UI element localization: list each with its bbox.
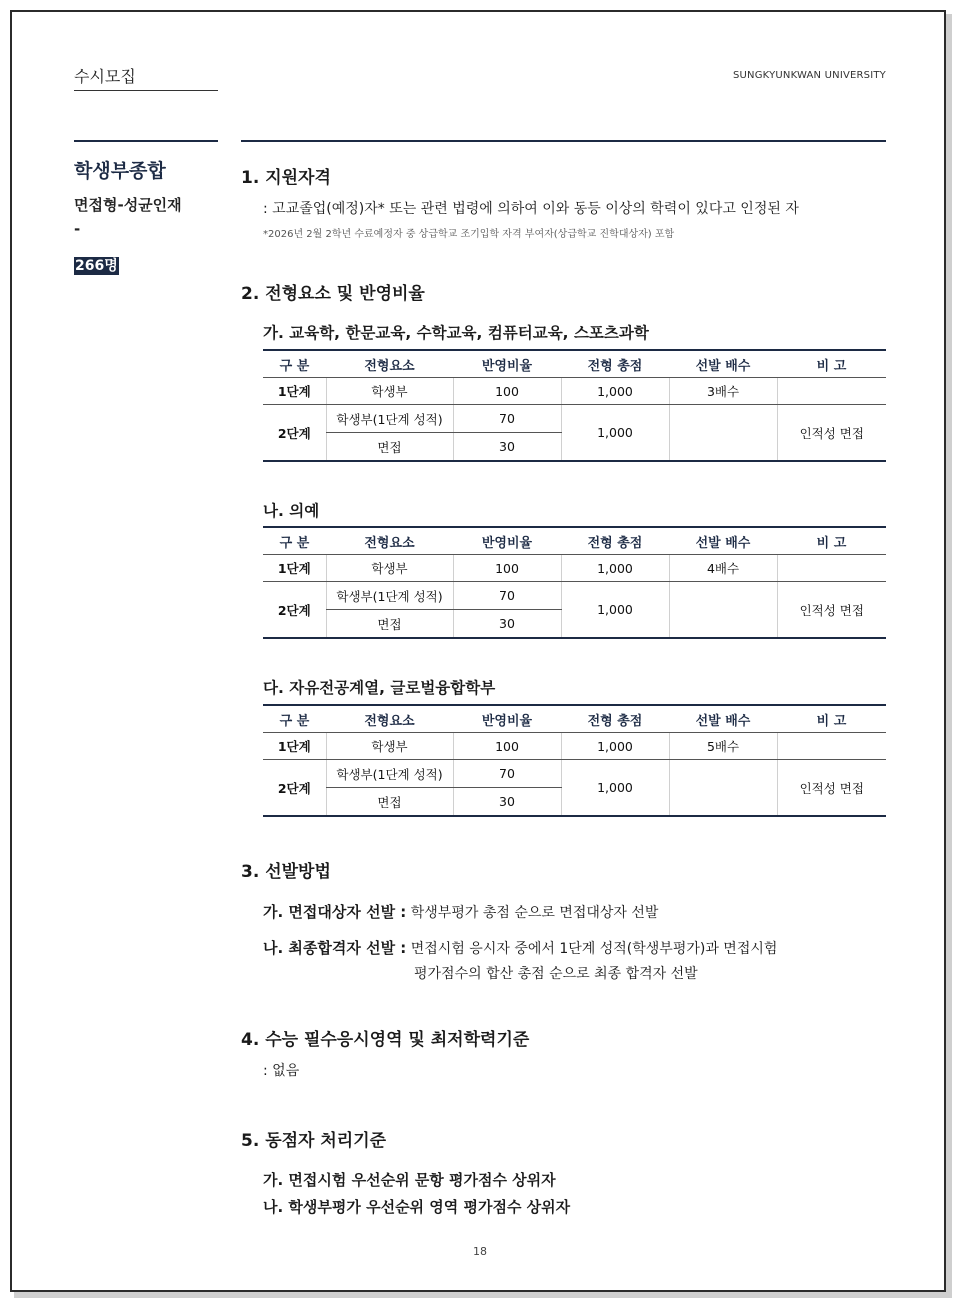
- header-cell: 선발 배수: [669, 705, 777, 733]
- note-cell: 인적성 면접: [777, 582, 886, 639]
- table-a-title: 가. 교육학, 한문교육, 수학교육, 컴퓨터교육, 스포츠과학: [263, 324, 649, 342]
- page-shadow-bottom: [14, 1292, 952, 1298]
- section-4-text: : 없음: [263, 1063, 300, 1079]
- table-b-title: 나. 의예: [263, 502, 320, 520]
- ratio-cell: 30: [453, 433, 561, 462]
- item-a-text: 학생부평가 총점 순으로 면접대상자 선발: [410, 905, 659, 921]
- table-row: [263, 555, 886, 582]
- stage-label: 1단계: [263, 733, 326, 760]
- table-b: [263, 526, 886, 639]
- multiple-cell: [669, 760, 777, 817]
- total-cell: 1,000: [561, 555, 669, 582]
- ratio-cell: 100: [453, 733, 561, 760]
- sidebar-dash: -: [74, 220, 81, 238]
- multiple-cell: 3배수: [669, 378, 777, 405]
- item-b-text-2: 평가점수의 합산 총점 순으로 최종 합격자 선발: [414, 966, 698, 982]
- total-cell: 1,000: [561, 760, 669, 817]
- header-cell: 구 분: [263, 705, 326, 733]
- element-cell: 면접: [326, 433, 453, 462]
- element-cell: 학생부: [326, 378, 453, 405]
- table-row: [263, 582, 886, 610]
- header-cell: 선발 배수: [669, 527, 777, 555]
- header-cell: 전형 총점: [561, 350, 669, 378]
- multiple-cell: 4배수: [669, 555, 777, 582]
- header-cell: 전형 총점: [561, 527, 669, 555]
- table-row: [263, 760, 886, 788]
- header-cell: 전형 총점: [561, 705, 669, 733]
- multiple-cell: [669, 582, 777, 639]
- header-cell: 비 고: [777, 527, 886, 555]
- ratio-cell: 100: [453, 378, 561, 405]
- note-cell: 인적성 면접: [777, 405, 886, 462]
- table-header-row: [263, 527, 886, 555]
- ratio-cell: 30: [453, 610, 561, 639]
- header-cell: 선발 배수: [669, 350, 777, 378]
- element-cell: 학생부: [326, 555, 453, 582]
- section-3-title: 3. 선발방법: [241, 862, 331, 882]
- header-title: 수시모집: [74, 67, 136, 86]
- section-5-item-a: 가. 면접시험 우선순위 문항 평가점수 상위자: [263, 1171, 556, 1189]
- item-b-text-1: 면접시험 응시자 중에서 1단계 성적(학생부평가)과 면접시험: [410, 941, 778, 957]
- sidebar-subheading: 면접형-성균인재: [74, 196, 182, 214]
- stage-label: 2단계: [263, 405, 326, 462]
- multiple-cell: 5배수: [669, 733, 777, 760]
- note-cell: 인적성 면접: [777, 760, 886, 817]
- page-shadow-right: [946, 14, 952, 1298]
- section-2-title: 2. 전형요소 및 반영비율: [241, 284, 425, 304]
- total-cell: 1,000: [561, 733, 669, 760]
- quota-badge: 266명: [75, 258, 118, 274]
- stage-label: 2단계: [263, 760, 326, 817]
- total-cell: 1,000: [561, 582, 669, 639]
- section-1-title: 1. 지원자격: [241, 168, 331, 188]
- multiple-cell: [669, 405, 777, 462]
- table-row: [263, 405, 886, 433]
- section-5-title: 5. 동점자 처리기준: [241, 1131, 387, 1151]
- header-cell: 전형요소: [326, 527, 453, 555]
- header-cell: 구 분: [263, 527, 326, 555]
- stage-label: 1단계: [263, 378, 326, 405]
- element-cell: 학생부(1단계 성적): [326, 405, 453, 433]
- header-cell: 반영비율: [453, 350, 561, 378]
- header-cell: 전형요소: [326, 705, 453, 733]
- table-header-row: [263, 350, 886, 378]
- main-rule: [241, 140, 886, 142]
- element-cell: 학생부(1단계 성적): [326, 582, 453, 610]
- element-cell: 면접: [326, 788, 453, 817]
- note-cell: [777, 555, 886, 582]
- section-3-item-b: [263, 937, 777, 958]
- header-cell: 전형요소: [326, 350, 453, 378]
- table-row: [263, 378, 886, 405]
- table-header-row: [263, 705, 886, 733]
- section-3-item-a: [263, 901, 658, 922]
- section-1-text: : 고교졸업(예정)자* 또는 관련 법령에 의하여 이와 동등 이상의 학력이 있다고 인정된 자: [263, 201, 799, 217]
- table-row: [263, 733, 886, 760]
- ratio-cell: 70: [453, 405, 561, 433]
- header-underline: [74, 90, 218, 91]
- table-c: [263, 704, 886, 817]
- header-cell: 반영비율: [453, 527, 561, 555]
- total-cell: 1,000: [561, 405, 669, 462]
- sidebar-heading: 학생부종합: [74, 160, 166, 182]
- ratio-cell: 100: [453, 555, 561, 582]
- ratio-cell: 70: [453, 760, 561, 788]
- note-cell: [777, 378, 886, 405]
- element-cell: 학생부: [326, 733, 453, 760]
- element-cell: 면접: [326, 610, 453, 639]
- section-4-title: 4. 수능 필수응시영역 및 최저학력기준: [241, 1030, 530, 1050]
- page-number: 18: [473, 1245, 487, 1258]
- section-1-note: *2026년 2월 2학년 수료예정자 중 상급학교 조기입학 자격 부여자(상급학교 진학대상자) 포함: [263, 229, 675, 240]
- ratio-cell: 30: [453, 788, 561, 817]
- stage-label: 1단계: [263, 555, 326, 582]
- table-c-title: 다. 자유전공계열, 글로벌융합학부: [263, 679, 496, 697]
- header-cell: 구 분: [263, 350, 326, 378]
- item-a-label: 가. 면접대상자 선발 :: [263, 903, 407, 921]
- section-5-item-b: 나. 학생부평가 우선순위 영역 평가점수 상위자: [263, 1198, 571, 1216]
- table-a: [263, 349, 886, 462]
- header-cell: 비 고: [777, 350, 886, 378]
- item-b-label: 나. 최종합격자 선발 :: [263, 939, 407, 957]
- header-cell: 비 고: [777, 705, 886, 733]
- note-cell: [777, 733, 886, 760]
- ratio-cell: 70: [453, 582, 561, 610]
- university-name: SUNGKYUNKWAN UNIVERSITY: [732, 70, 886, 81]
- header-cell: 반영비율: [453, 705, 561, 733]
- total-cell: 1,000: [561, 378, 669, 405]
- sidebar-rule: [74, 140, 218, 142]
- stage-label: 2단계: [263, 582, 326, 639]
- element-cell: 학생부(1단계 성적): [326, 760, 453, 788]
